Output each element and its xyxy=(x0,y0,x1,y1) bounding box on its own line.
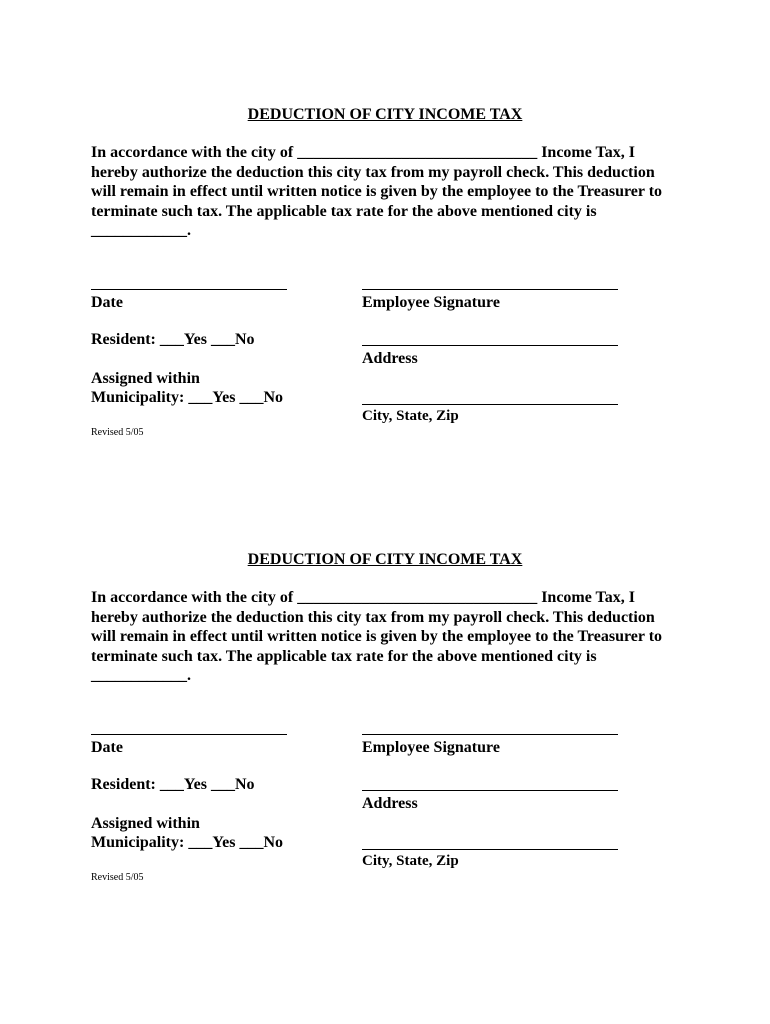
city-state-zip-line[interactable] xyxy=(362,849,618,850)
date-label: Date xyxy=(91,739,123,756)
resident-field[interactable]: Resident: ___Yes ___No xyxy=(91,776,255,793)
authorization-paragraph xyxy=(91,143,691,241)
municipality-field[interactable]: Municipality: ___Yes ___No xyxy=(91,834,283,851)
date-line[interactable] xyxy=(91,734,287,735)
paragraph-line: will remain in effect until written notice is given by the employee to the Treasurer to xyxy=(91,628,663,645)
assigned-within-label: Assigned within xyxy=(91,370,200,387)
deduction-form-1 xyxy=(0,0,770,440)
paragraph-line: hereby authorize the deduction this city tax from my payroll check. This deduction xyxy=(91,163,655,181)
paragraph-line: will remain in effect until written notice is given by the employee to the Treasurer to xyxy=(91,183,663,200)
revised-note: Revised 5/05 xyxy=(91,872,144,883)
employee-signature-label: Employee Signature xyxy=(362,294,500,311)
paragraph-line: terminate such tax. The applicable tax rate for the above mentioned city is xyxy=(91,202,597,220)
employee-signature-label: Employee Signature xyxy=(362,739,500,756)
revised-note: Revised 5/05 xyxy=(91,427,144,438)
form-title: DEDUCTION OF CITY INCOME TAX xyxy=(247,106,523,123)
paragraph-line: hereby authorize the deduction this city tax from my payroll check. This deduction xyxy=(91,608,655,626)
municipality-field[interactable]: Municipality: ___Yes ___No xyxy=(91,389,283,406)
city-state-zip-line[interactable] xyxy=(362,404,618,405)
paragraph-line: ____________. xyxy=(91,222,191,239)
employee-signature-line[interactable] xyxy=(362,289,618,290)
address-label: Address xyxy=(362,350,418,367)
paragraph-line: ____________. xyxy=(91,667,191,684)
assigned-within-label: Assigned within xyxy=(91,815,200,832)
paragraph-line: In accordance with the city of ______________________________ Income Tax, I xyxy=(91,144,635,161)
address-label: Address xyxy=(362,795,418,812)
date-line[interactable] xyxy=(91,289,287,290)
address-line[interactable] xyxy=(362,790,618,791)
form-title: DEDUCTION OF CITY INCOME TAX xyxy=(247,551,523,568)
city-state-zip-label: City, State, Zip xyxy=(362,408,459,424)
date-label: Date xyxy=(91,294,123,311)
authorization-paragraph xyxy=(91,588,691,686)
city-state-zip-label: City, State, Zip xyxy=(362,853,459,869)
deduction-form-2 xyxy=(0,445,770,885)
paragraph-line: In accordance with the city of ______________________________ Income Tax, I xyxy=(91,589,635,606)
paragraph-line: terminate such tax. The applicable tax rate for the above mentioned city is xyxy=(91,647,597,665)
employee-signature-line[interactable] xyxy=(362,734,618,735)
resident-field[interactable]: Resident: ___Yes ___No xyxy=(91,331,255,348)
address-line[interactable] xyxy=(362,345,618,346)
